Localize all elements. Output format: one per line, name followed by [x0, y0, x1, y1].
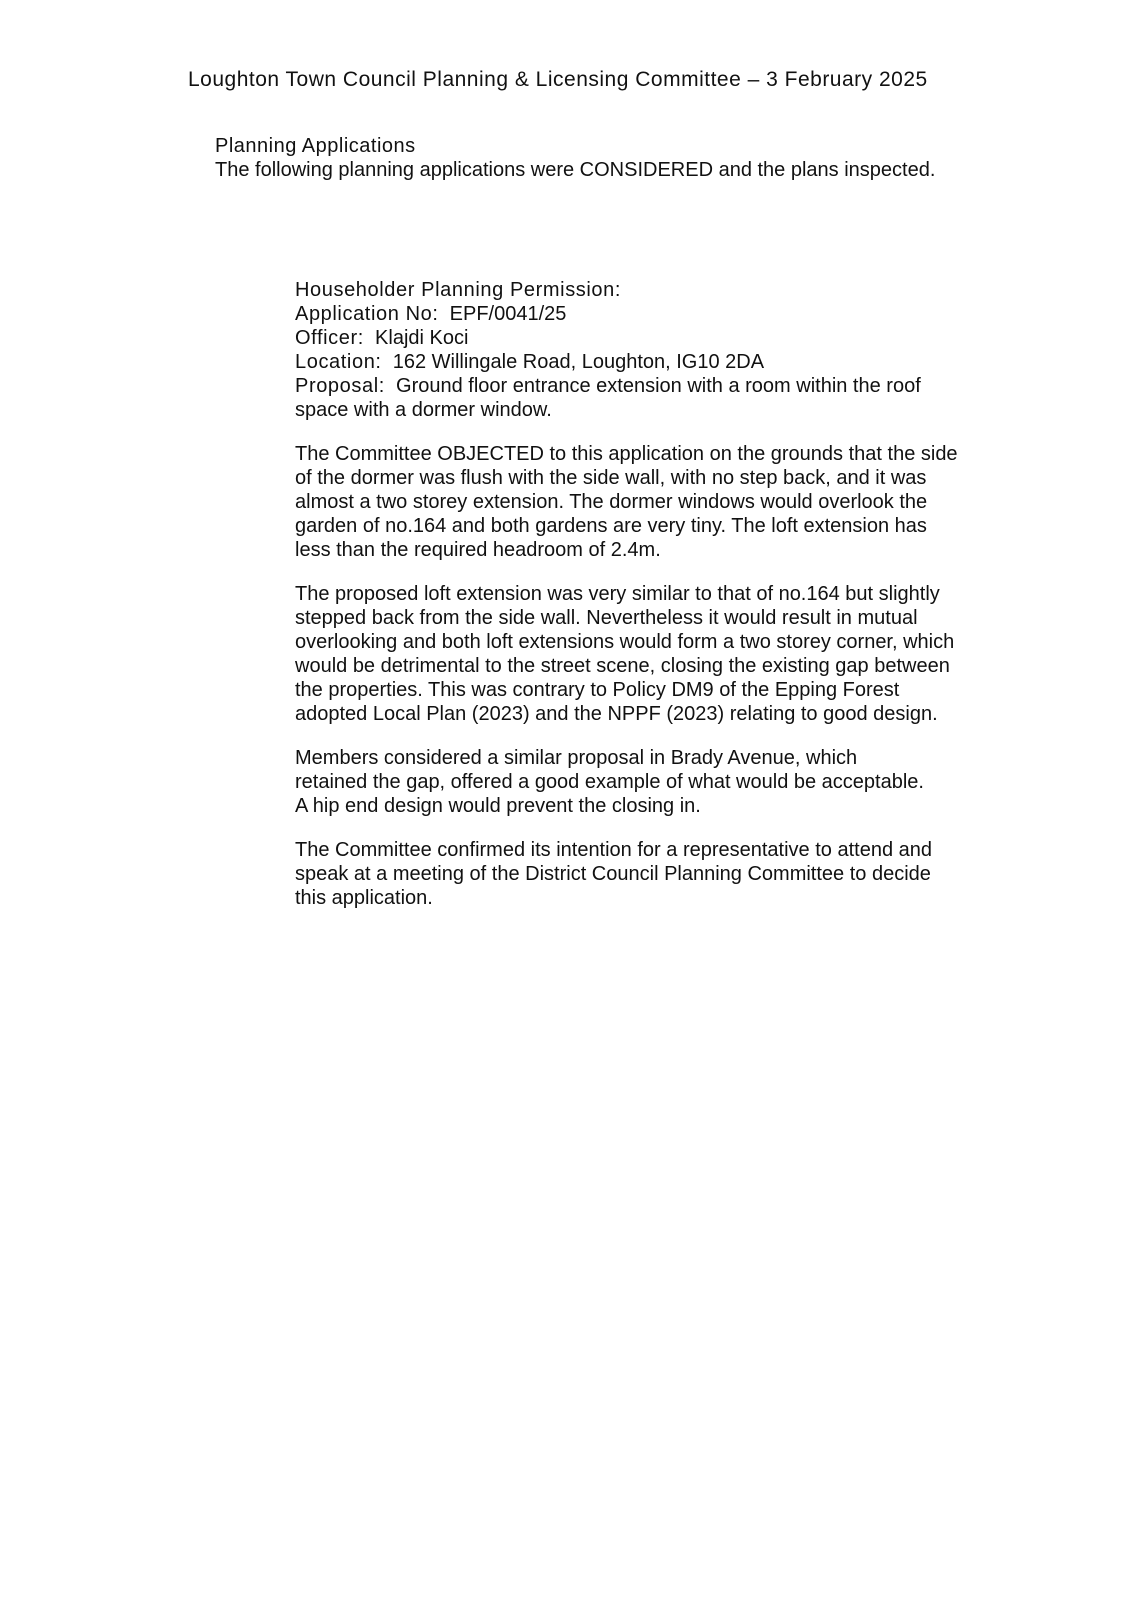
officer-label: Officer:: [295, 327, 364, 349]
application-details: [295, 278, 995, 422]
planning-applications-section: [215, 134, 1095, 182]
paragraph-line: adopted Local Plan (2023) and the NPPF (2023) relating to good design.: [295, 703, 938, 725]
application-type: Householder Planning Permission:: [295, 279, 622, 301]
paragraph-line: The Committee OBJECTED to this application on the grounds that the side: [295, 443, 958, 465]
proposal-text-line-1: Ground floor entrance extension with a room within the roof: [396, 375, 921, 397]
paragraph-line: the properties. This was contrary to Policy DM9 of the Epping Forest: [295, 679, 900, 701]
proposal-row: [295, 374, 995, 422]
paragraph-line: this application.: [295, 887, 433, 909]
application-block: [295, 278, 995, 910]
location-label: Location:: [295, 351, 382, 373]
proposal-line-1: [295, 374, 995, 398]
paragraph-line: retained the gap, offered a good example of what would be acceptable.: [295, 771, 924, 793]
officer-name: Klajdi Koci: [375, 327, 469, 349]
location-row: [295, 350, 995, 374]
paragraph-line: would be detrimental to the street scene, closing the existing gap between: [295, 655, 950, 677]
location-value: 162 Willingale Road, Loughton, IG10 2DA: [392, 351, 765, 373]
application-number-label: Application No:: [295, 303, 439, 325]
officer-row: [295, 326, 995, 350]
page-header: Loughton Town Council Planning & Licensing Committee – 3 February 2025: [188, 68, 928, 91]
paragraph-line: The proposed loft extension was very similar to that of no.164 but slightly: [295, 583, 940, 605]
paragraph-line: garden of no.164 and both gardens are very tiny. The loft extension has: [295, 515, 927, 537]
paragraph-line: The Committee confirmed its intention for a representative to attend and: [295, 839, 933, 861]
paragraph-line: less than the required headroom of 2.4m.: [295, 539, 661, 561]
paragraph-loft-extension: [295, 582, 995, 726]
paragraph-objection: [295, 442, 995, 562]
application-number-row: [295, 302, 995, 326]
paragraph-line: stepped back from the side wall. Nevertheless it would result in mutual: [295, 607, 918, 629]
paragraph-members: [295, 746, 995, 818]
proposal-label: Proposal:: [295, 375, 385, 397]
paragraph-line: almost a two storey extension. The dormer windows would overlook the: [295, 491, 928, 513]
paragraph-line: A hip end design would prevent the closing in.: [295, 795, 701, 817]
paragraph-line: speak at a meeting of the District Council Planning Committee to decide: [295, 863, 931, 885]
paragraph-line: overlooking and both loft extensions would form a two storey corner, which: [295, 631, 955, 653]
paragraph-representative: [295, 838, 995, 910]
section-title: Planning Applications: [215, 135, 416, 157]
section-intro: The following planning applications were CONSIDERED and the plans inspected.: [215, 159, 936, 181]
paragraph-line: Members considered a similar proposal in Brady Avenue, which: [295, 747, 858, 769]
paragraph-line: of the dormer was flush with the side wall, with no step back, and it was: [295, 467, 927, 489]
application-number: EPF/0041/25: [449, 303, 567, 325]
proposal-text-line-2: space with a dormer window.: [295, 399, 552, 421]
